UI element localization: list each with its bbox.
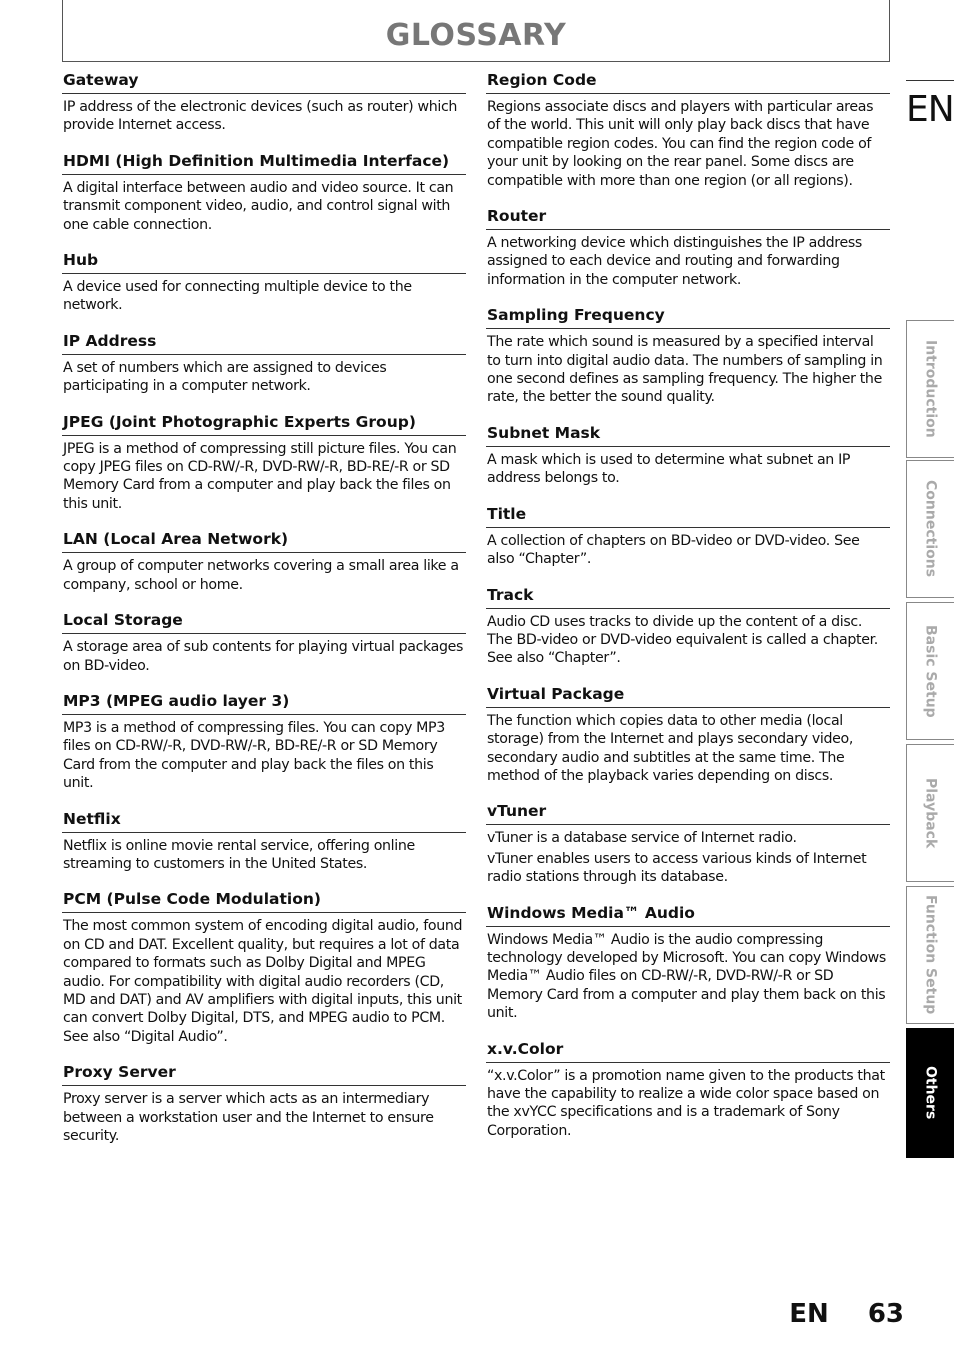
- definition-paragraph: A set of numbers which are assigned to devices participating in a computer network.: [63, 359, 387, 395]
- definition-paragraph: The function which copies data to other media (local storage) from the Internet and plays secondary video, secondary audio and subtitles at the same time. The method of the playback varies depending on discs.: [487, 712, 853, 784]
- side-tab-label: Basic Setup: [922, 624, 939, 718]
- glossary-left-column: [62, 70, 466, 1161]
- glossary-definition: [62, 278, 466, 315]
- definition-paragraph: vTuner is a database service of Internet radio.: [487, 830, 797, 847]
- glossary-term: Router: [486, 206, 890, 230]
- definition-paragraph: Windows Media™ Audio is the audio compressing technology developed by Microsoft. You can copy Windows Media™ Audio files on CD-RW/-R, DVD-RW/-R or SD Memory Card from a computer and play them back on this unit.: [487, 931, 886, 1022]
- page-number: 63: [867, 1299, 904, 1329]
- glossary-definition: [486, 613, 890, 668]
- glossary-entry: [62, 809, 466, 874]
- glossary-term: MP3 (MPEG audio layer 3): [62, 691, 466, 715]
- glossary-right-column: [486, 70, 890, 1156]
- definition-paragraph: The rate which sound is measured by a specified interval to turn into digital audio data. The numbers of sampling in one second defines as sampling frequency. The higher the rate, the better the sound quality.: [487, 334, 883, 406]
- title-box: [62, 0, 890, 62]
- glossary-entry: [62, 331, 466, 396]
- glossary-entry: [62, 151, 466, 234]
- side-tab-label: Connections: [922, 480, 939, 578]
- side-tab-playback: [906, 744, 954, 882]
- glossary-definition: [486, 931, 890, 1023]
- glossary-entry: [486, 903, 890, 1023]
- glossary-definition: [62, 719, 466, 793]
- glossary-definition: [62, 837, 466, 874]
- side-tab-label: Playback: [922, 777, 939, 849]
- definition-paragraph: vTuner enables users to access various kinds of Internet radio stations through its database.: [487, 850, 867, 886]
- side-tab-connections: [906, 460, 954, 598]
- definition-paragraph: Proxy server is a server which acts as an intermediary between a workstation user and the Internet to ensure security.: [63, 1091, 434, 1144]
- glossary-term: HDMI (High Definition Multimedia Interface): [62, 151, 466, 175]
- glossary-entry: [62, 412, 466, 514]
- glossary-entry: [62, 70, 466, 135]
- glossary-term: Title: [486, 504, 890, 528]
- glossary-definition: [486, 1067, 890, 1141]
- side-tab-basic-setup: [906, 602, 954, 740]
- definition-paragraph: JPEG is a method of compressing still picture files. You can copy JPEG files on CD-RW/-R, DVD-RW/-R, BD-RE/-R or SD Memory Card from a computer and play back the files on this unit.: [63, 440, 457, 512]
- definition-paragraph: A mask which is used to determine what subnet an IP address belongs to.: [487, 451, 851, 487]
- glossary-term: Netflix: [62, 809, 466, 833]
- glossary-entry: [486, 585, 890, 668]
- glossary-term: JPEG (Joint Photographic Experts Group): [62, 412, 466, 436]
- glossary-definition: [486, 333, 890, 407]
- footer-language: EN: [789, 1299, 829, 1329]
- glossary-definition: [486, 712, 890, 786]
- glossary-definition: [62, 179, 466, 234]
- glossary-term: Subnet Mask: [486, 423, 890, 447]
- definition-paragraph: Netflix is online movie rental service, offering online streaming to customers in the United States.: [63, 837, 415, 872]
- glossary-term: Virtual Package: [486, 684, 890, 708]
- page-title: GLOSSARY: [385, 18, 567, 53]
- definition-paragraph: “x.v.Color” is a promotion name given to the products that have the capability to realize a wide color space based on the xvYCC specifications and is a trademark of Sony Corporation.: [487, 1067, 885, 1139]
- side-tab-function-setup: [906, 886, 954, 1024]
- glossary-term: Gateway: [62, 70, 466, 94]
- glossary-entry: [62, 889, 466, 1046]
- definition-paragraph: Regions associate discs and players with particular areas of the world. This unit will only play back discs that have compatible region codes. You can find the region code of your unit by looking on the rear panel. Some discs are compatible with more than one region (or all regions).: [487, 99, 874, 189]
- glossary-definition: [62, 557, 466, 594]
- definition-paragraph: A device used for connecting multiple device to the network.: [63, 279, 412, 314]
- glossary-entry: [62, 1062, 466, 1145]
- glossary-definition: [62, 440, 466, 514]
- side-tab-label: Others: [922, 1066, 939, 1120]
- glossary-entry: [62, 610, 466, 675]
- definition-paragraph: A group of computer networks covering a small area like a company, school or home.: [63, 558, 459, 593]
- glossary-term: Local Storage: [62, 610, 466, 634]
- side-tab-label: Introduction: [922, 340, 939, 438]
- glossary-entry: [486, 70, 890, 190]
- glossary-definition: [62, 1090, 466, 1145]
- definition-paragraph: MP3 is a method of compressing files. You can copy MP3 files on CD-RW/-R, DVD-RW/-R, BD-RE/-R or SD Memory Card from the computer and play back the files on this unit.: [63, 719, 445, 792]
- definition-paragraph: A collection of chapters on BD-video or DVD-video. See also “Chapter”.: [487, 532, 860, 568]
- glossary-definition: [486, 234, 890, 289]
- glossary-entry: [486, 305, 890, 407]
- glossary-entry: [486, 684, 890, 786]
- glossary-definition: [486, 829, 890, 886]
- glossary-entry: [486, 206, 890, 289]
- glossary-entry: [486, 1039, 890, 1141]
- glossary-definition: [62, 917, 466, 1046]
- glossary-entry: [62, 529, 466, 594]
- glossary-entry: [486, 504, 890, 569]
- glossary-definition: [486, 98, 890, 190]
- glossary-definition: [486, 451, 890, 488]
- glossary-term: PCM (Pulse Code Modulation): [62, 889, 466, 913]
- side-tab-introduction: [906, 320, 954, 458]
- glossary-entry: [62, 691, 466, 793]
- glossary-term: vTuner: [486, 801, 890, 825]
- definition-paragraph: IP address of the electronic devices (such as router) which provide Internet access.: [63, 99, 458, 134]
- glossary-entry: [486, 801, 890, 886]
- glossary-term: Proxy Server: [62, 1062, 466, 1086]
- glossary-term: Sampling Frequency: [486, 305, 890, 329]
- side-tab-others: [906, 1028, 954, 1158]
- glossary-entry: [486, 423, 890, 488]
- glossary-term: Windows Media™ Audio: [486, 903, 890, 927]
- glossary-definition: [486, 532, 890, 569]
- glossary-term: Track: [486, 585, 890, 609]
- glossary-definition: [62, 638, 466, 675]
- definition-paragraph: A networking device which distinguishes the IP address assigned to each device and routing and forwarding information in the computer network.: [487, 235, 862, 288]
- page-footer: [789, 1296, 904, 1332]
- glossary-term: LAN (Local Area Network): [62, 529, 466, 553]
- glossary-term: x.v.Color: [486, 1039, 890, 1063]
- glossary-term: Hub: [62, 250, 466, 274]
- glossary-definition: [62, 359, 466, 396]
- side-tab-label: Function Setup: [922, 895, 939, 1015]
- side-language-label: EN: [906, 80, 954, 139]
- definition-paragraph: A storage area of sub contents for playing virtual packages on BD-video.: [63, 639, 464, 674]
- definition-paragraph: A digital interface between audio and video source. It can transmit component video, audio, and control signal with one cable connection.: [63, 179, 454, 233]
- glossary-definition: [62, 98, 466, 135]
- definition-paragraph: Audio CD uses tracks to divide up the content of a disc. The BD-video or DVD-video equivalent is called a chapter. See also “Chapter”.: [487, 613, 878, 667]
- glossary-entry: [62, 250, 466, 315]
- glossary-term: IP Address: [62, 331, 466, 355]
- glossary-term: Region Code: [486, 70, 890, 94]
- definition-paragraph: The most common system of encoding digital audio, found on CD and DAT. Excellent quality, but requires a lot of data compared to formats such as Dolby Digital and MPEG audio. For compatibility with digital audio recorders (CD, MD and DAT) and AV amplifiers with digital inputs, this unit can convert Dolby Digital, DTS, and MPEG audio to PCM. See also “Digital Audio”.: [63, 918, 463, 1045]
